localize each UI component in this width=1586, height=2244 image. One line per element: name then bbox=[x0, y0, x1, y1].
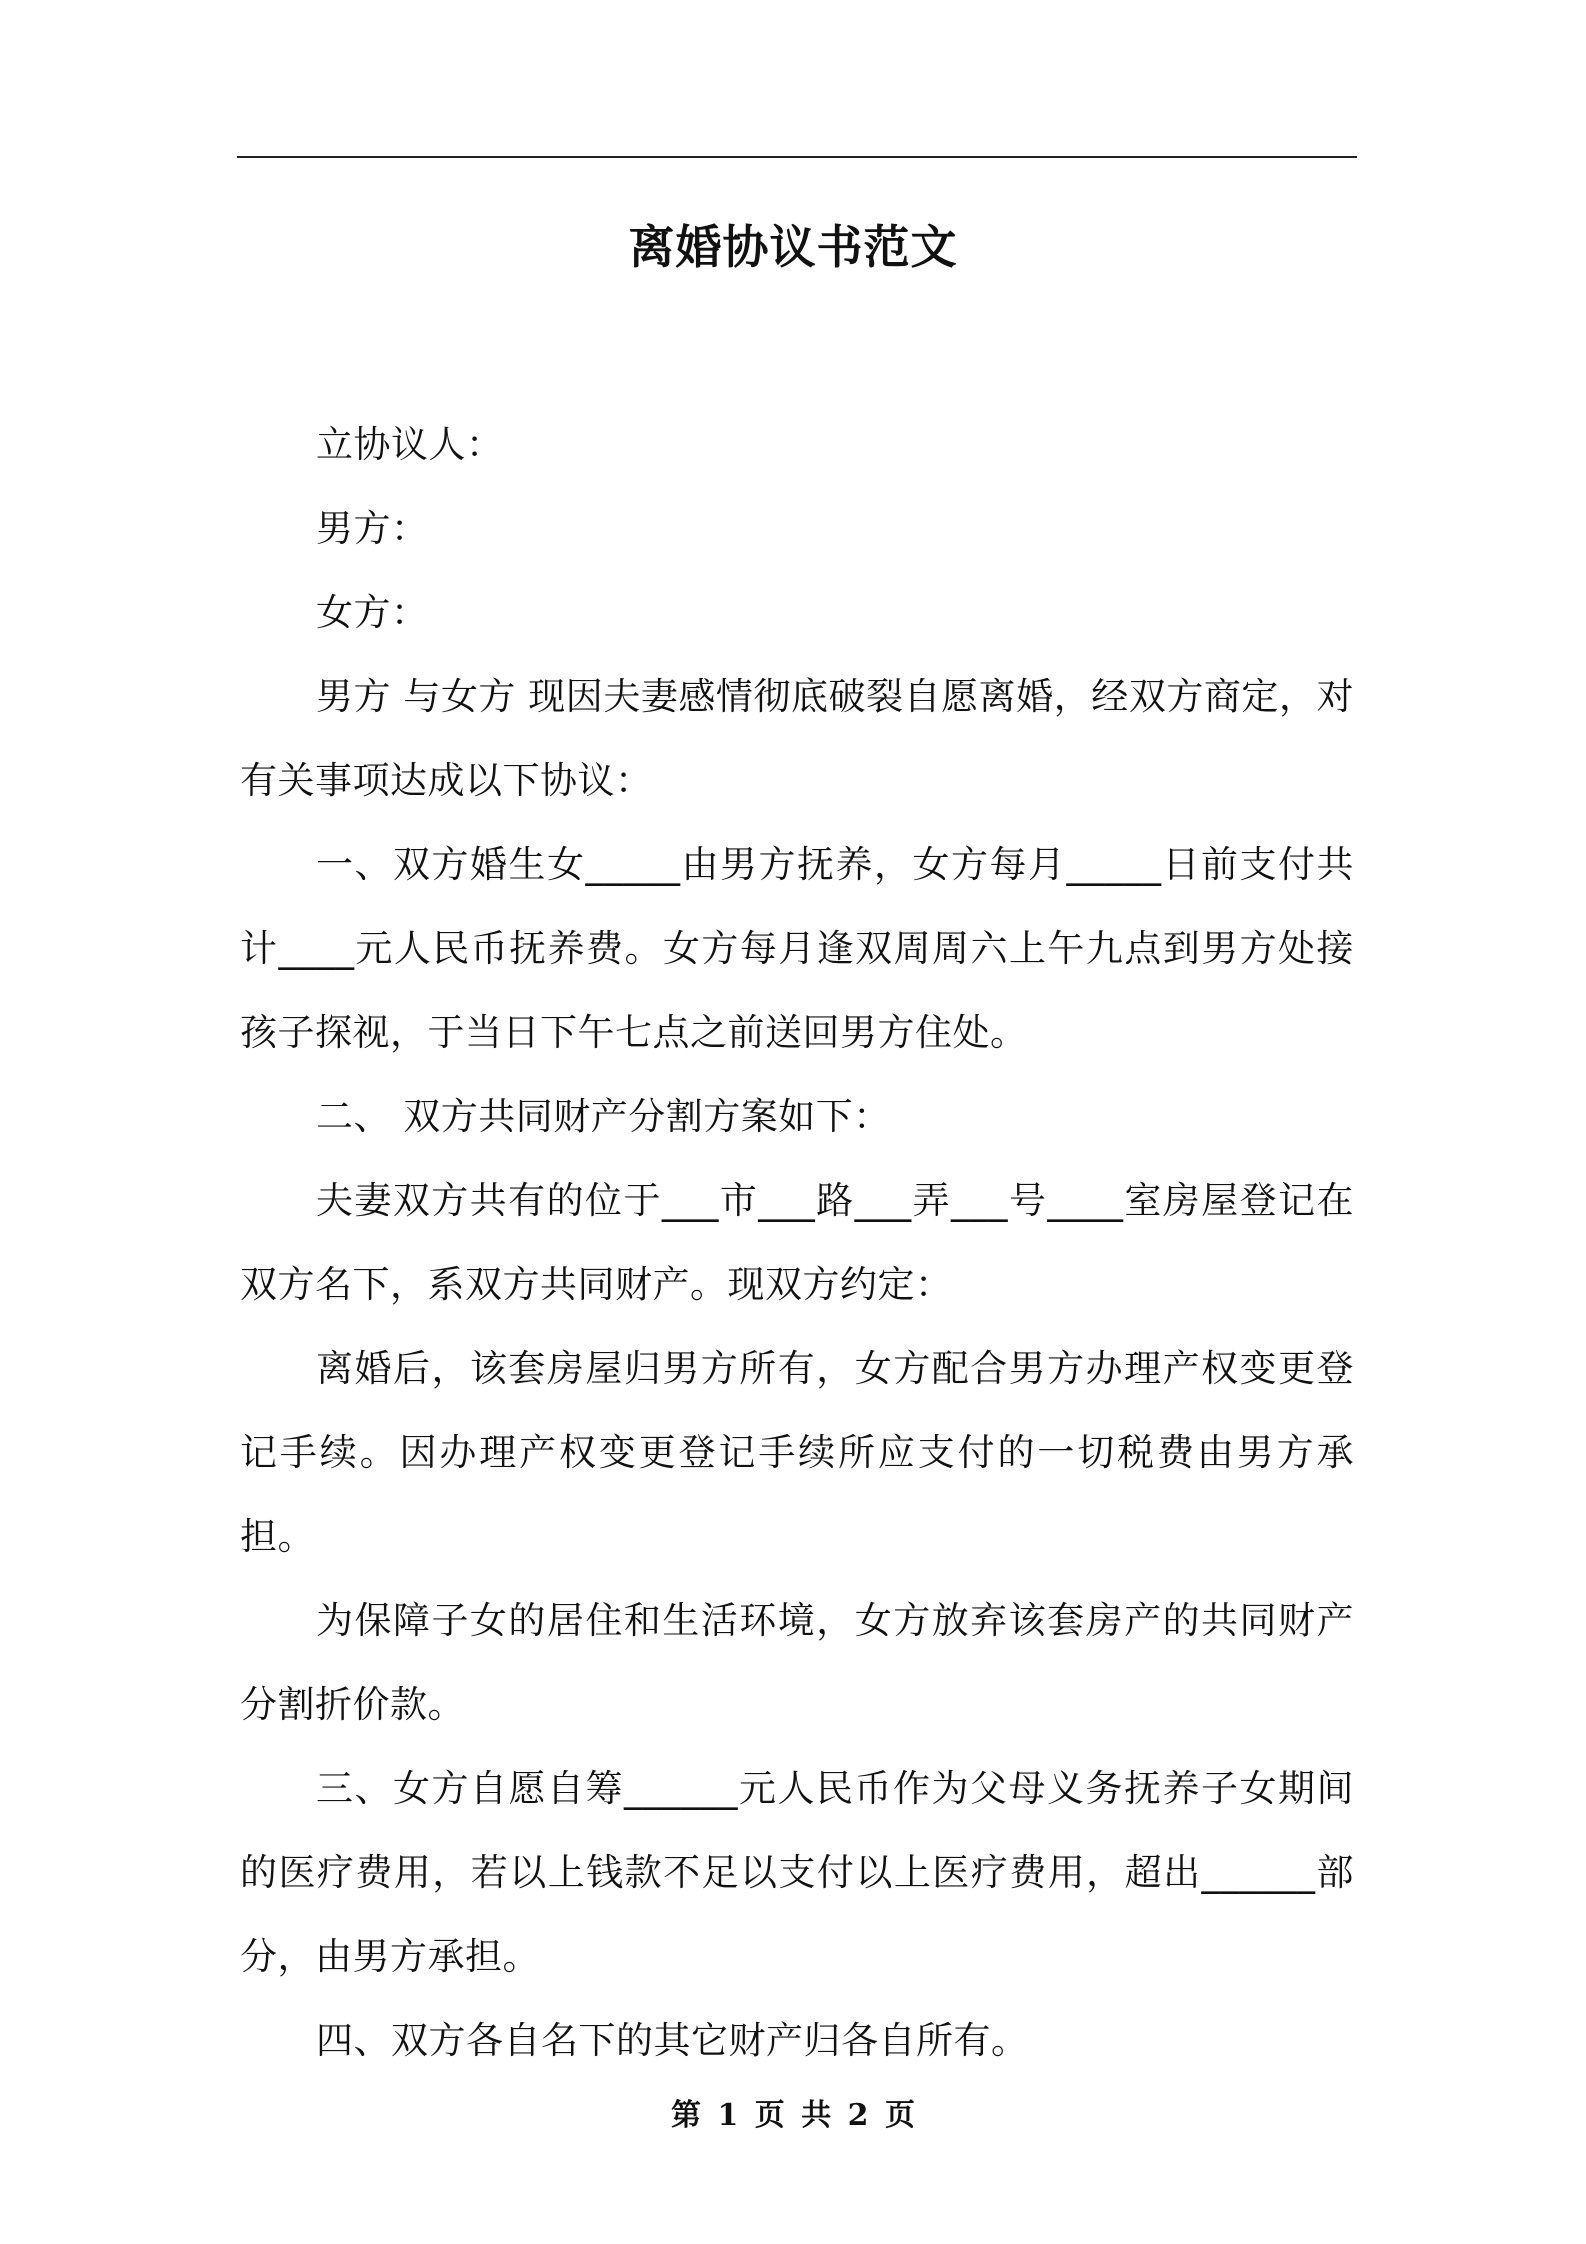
paragraph-property-location: 夫妻双方共有的位于___市___路___弄___号____室房屋登记在双方名下，系双方共同财产。现双方约定： bbox=[240, 1179, 1354, 1306]
paragraph-clause-2-heading: 二、 双方共同财产分割方案如下： bbox=[316, 1095, 891, 1138]
document-title: 离婚协议书范文 bbox=[628, 220, 958, 274]
header-rule bbox=[237, 156, 1357, 158]
paragraph-clause-1: 一、双方婚生女_____由男方抚养，女方每月_____日前支付共计____元人民币抚养费。女方每月逢双周周六上午九点到男方处接孩子探视，于当日下午七点之前送回男方住处。 bbox=[240, 843, 1354, 1054]
document-body bbox=[240, 403, 1354, 2083]
paragraph-male-party: 男方： bbox=[316, 507, 429, 550]
paragraph-clause-4: 四、双方各自名下的其它财产归各自所有。 bbox=[316, 2019, 1029, 2062]
paragraph-property-waiver: 为保障子女的居住和生活环境，女方放弃该套房产的共同财产分割折价款。 bbox=[240, 1599, 1354, 1726]
paragraph-clause-3: 三、女方自愿自筹______元人民币作为父母义务抚养子女期间的医疗费用，若以上钱款不足以支付以上医疗费用，超出______部分，由男方承担。 bbox=[240, 1767, 1354, 1978]
paragraph-female-party: 女方： bbox=[316, 591, 429, 634]
paragraph-preamble: 男方 与女方 现因夫妻感情彻底破裂自愿离婚，经双方商定，对有关事项达成以下协议： bbox=[240, 675, 1354, 802]
paragraph-parties: 立协议人： bbox=[316, 423, 504, 466]
paragraph-property-ownership: 离婚后，该套房屋归男方所有，女方配合男方办理产权变更登记手续。因办理产权变更登记手续所应支付的一切税费由男方承担。 bbox=[240, 1347, 1354, 1558]
page-number-footer: 第 1 页 共 2 页 bbox=[671, 2098, 915, 2133]
